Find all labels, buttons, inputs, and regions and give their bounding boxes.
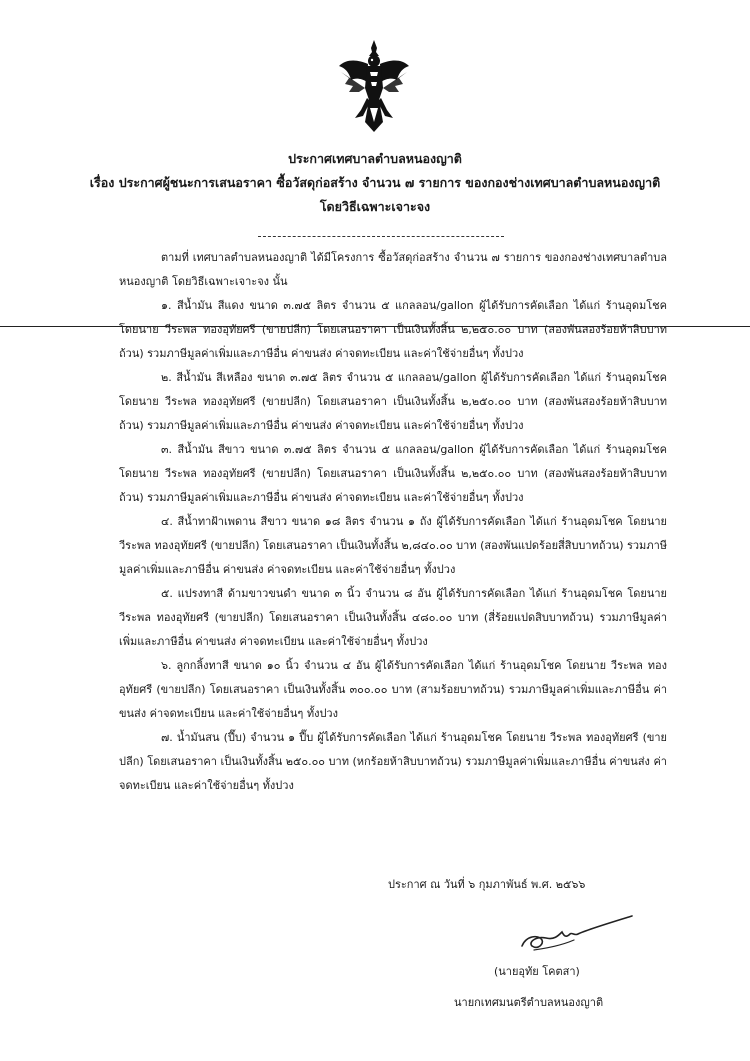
award-item-2: ๒. สีน้ำมัน สีเหลือง ขนาด ๓.๗๕ ลิตร จำนวน ๕ แกลลอน/gallon ผู้ได้รับการคัดเลือก ได้แก่ ร้านอุดมโชค โดยนาย วีระพล ทองอุทัยศรี (ขายปลีก) โดยเสนอราคา เป็นเงินทั้งสิ้น ๒,๒๕๐.๐๐ บาท (สองพันสองร้อยห้าสิบบาทถ้วน) รวมภาษีมูลค่าเพิ่มและภาษีอื่น ค่าขนส่ง ค่าจดทะเบียน และค่าใช้จ่ายอื่นๆ ทั้งปวง [119,371,667,432]
scan-artifact-line [0,326,750,327]
award-item-1: ๑. สีน้ำมัน สีแดง ขนาด ๓.๗๕ ลิตร จำนวน ๕ แกลลอน/gallon ผู้ได้รับการคัดเลือก ได้แก่ ร้านอุดมโชค โดยนาย วีระพล ทองอุทัยศรี (ขายปลีก) โดยเสนอราคา เป็นเงินทั้งสิ้น ๒,๒๕๐.๐๐ บาท (สองพันสองร้อยห้าสิบบาทถ้วน) รวมภาษีมูลค่าเพิ่มและภาษีอื่น ค่าขนส่ง ค่าจดทะเบียน และค่าใช้จ่ายอื่นๆ ทั้งปวง [119,299,667,360]
handwritten-signature-icon [516,906,636,958]
signer-title: นายกเทศมนตรีตำบลหนองญาติ [454,996,604,1009]
signer-name: (นายอุทัย โคตสา) [494,965,580,978]
award-item-6: ๖. ลูกกลิ้งทาสี ขนาด ๑๐ นิ้ว จำนวน ๔ อัน ผู้ได้รับการคัดเลือก ได้แก่ ร้านอุดมโชค โดยนาย วีระพล ทองอุทัยศรี (ขายปลีก) โดยเสนอราคา เป็นเงินทั้งสิ้น ๓๐๐.๐๐ บาท (สามร้อยบาทถ้วน) รวมภาษีมูลค่าเพิ่มและภาษีอื่น ค่าขนส่ง ค่าจดทะเบียน และค่าใช้จ่ายอื่นๆ ทั้งปวง [119,659,667,720]
intro-paragraph: ตามที่ เทศบาลตำบลหนองญาติ ได้มีโครงการ ซื้อวัสดุก่อสร้าง จำนวน ๗ รายการ ของกองช่างเทศบาลตำบลหนองญาติ โดยวิธีเฉพาะเจาะจง นั้น [119,251,667,288]
header [0,147,750,219]
title-divider [258,236,504,237]
award-item-3: ๓. สีน้ำมัน สีขาว ขนาด ๓.๗๕ ลิตร จำนวน ๕ แกลลอน/gallon ผู้ได้รับการคัดเลือก ได้แก่ ร้านอุดมโชค โดยนาย วีระพล ทองอุทัยศรี (ขายปลีก) โดยเสนอราคา เป็นเงินทั้งสิ้น ๒,๒๕๐.๐๐ บาท (สองพันสองร้อยห้าสิบบาทถ้วน) รวมภาษีมูลค่าเพิ่มและภาษีอื่น ค่าขนส่ง ค่าจดทะเบียน และค่าใช้จ่ายอื่นๆ ทั้งปวง [119,443,667,504]
award-item-7: ๗. น้ำมันสน (ปี๊บ) จำนวน ๑ ปี๊บ ผู้ได้รับการคัดเลือก ได้แก่ ร้านอุดมโชค โดยนาย วีระพล ทองอุทัยศรี (ขายปลีก) โดยเสนอราคา เป็นเงินทั้งสิ้น ๒๕๐.๐๐ บาท (หกร้อยห้าสิบบาทถ้วน) รวมภาษีมูลค่าเพิ่มและภาษีอื่น ค่าขนส่ง ค่าจดทะเบียน และค่าใช้จ่ายอื่นๆ ทั้งปวง [119,731,667,792]
announcement-date: ประกาศ ณ วันที่ ๖ กุมภาพันธ์ พ.ศ. ๒๕๖๖ [388,878,586,891]
document-body [119,246,667,798]
procurement-method: โดยวิธีเฉพาะเจาะจง [319,199,431,214]
document-subject: เรื่อง ประกาศผู้ชนะการเสนอราคา ซื้อวัสดุก่อสร้าง จำนวน ๗ รายการ ของกองช่างเทศบาลตำบลหนองญาติ [89,175,661,190]
award-item-5: ๕. แปรงทาสี ด้ามขาวขนดำ ขนาด ๓ นิ้ว จำนวน ๘ อัน ผู้ได้รับการคัดเลือก ได้แก่ ร้านอุดมโชค โดยนาย วีระพล ทองอุทัยศรี (ขายปลีก) โดยเสนอราคา เป็นเงินทั้งสิ้น ๔๘๐.๐๐ บาท (สี่ร้อยแปดสิบบาทถ้วน) รวมภาษีมูลค่าเพิ่มและภาษีอื่น ค่าขนส่ง ค่าจดทะเบียน และค่าใช้จ่ายอื่นๆ ทั้งปวง [119,587,667,648]
award-item-4: ๔. สีน้ำทาฝ้าเพดาน สีขาว ขนาด ๑๘ ลิตร จำนวน ๑ ถัง ผู้ได้รับการคัดเลือก ได้แก่ ร้านอุดมโชค โดยนาย วีระพล ทองอุทัยศรี (ขายปลีก) โดยเสนอราคา เป็นเงินทั้งสิ้น ๒,๘๔๐.๐๐ บาท (สองพันแปดร้อยสี่สิบบาทถ้วน) รวมภาษีมูลค่าเพิ่มและภาษีอื่น ค่าขนส่ง ค่าจดทะเบียน และค่าใช้จ่ายอื่นๆ ทั้งปวง [119,515,667,576]
garuda-emblem-icon [337,38,411,134]
document-title: ประกาศเทศบาลตำบลหนองญาติ [288,151,462,166]
